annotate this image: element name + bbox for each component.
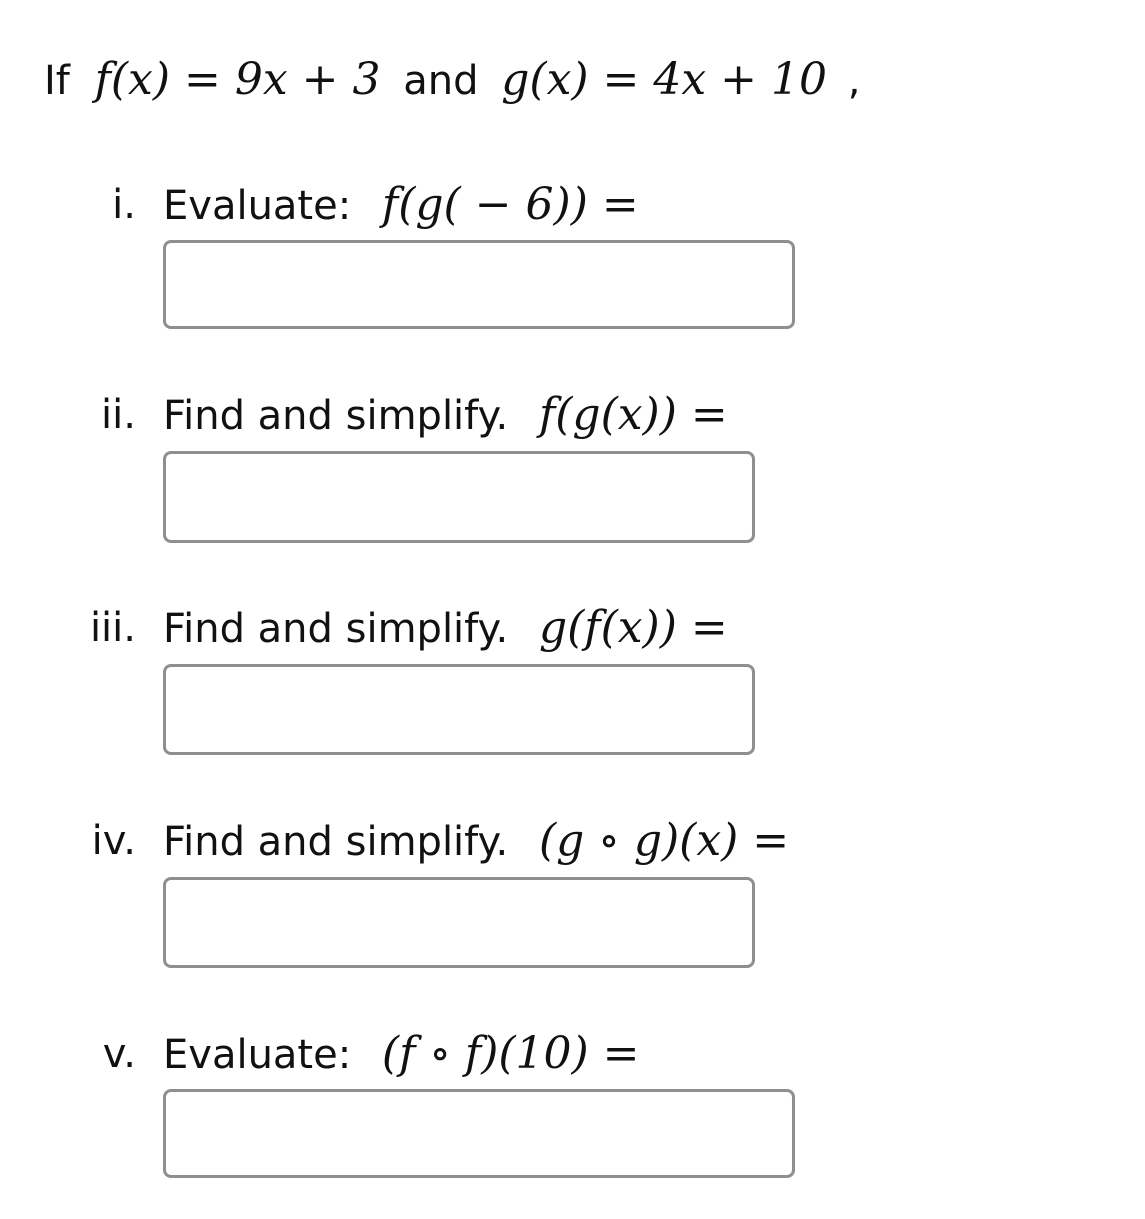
question-prompt: Find and simplify. <box>163 819 509 865</box>
intro-trailer: , <box>847 58 861 104</box>
question-text <box>163 1024 640 1085</box>
question-expression: g(f(x)) = <box>538 602 728 653</box>
question-prompt: Evaluate: <box>163 183 352 229</box>
question-expression: f(g( − 6)) = <box>381 179 639 230</box>
question-expression: (f ∘ f)(10) = <box>381 1028 640 1079</box>
question-number: iv. <box>91 818 136 864</box>
question-prompt: Evaluate: <box>163 1032 352 1078</box>
question-1 <box>0 175 1145 235</box>
answer-input-5[interactable] <box>163 1089 795 1178</box>
question-2 <box>0 385 1145 445</box>
question-4 <box>0 811 1145 871</box>
answer-input-3[interactable] <box>163 664 755 755</box>
question-text <box>163 811 789 872</box>
question-number: iii. <box>89 605 136 651</box>
question-text <box>163 175 639 236</box>
f-definition: f(x) = 9x + 3 <box>94 54 381 105</box>
intro-joiner: and <box>403 58 479 104</box>
question-5 <box>0 1024 1145 1084</box>
question-text <box>163 598 728 659</box>
question-expression: (g ∘ g)(x) = <box>538 815 790 866</box>
question-number: v. <box>102 1031 136 1077</box>
question-number: i. <box>112 182 136 228</box>
answer-input-2[interactable] <box>163 451 755 543</box>
question-expression: f(g(x)) = <box>538 389 728 440</box>
question-3 <box>0 598 1145 658</box>
g-definition: g(x) = 4x + 10 <box>501 54 828 105</box>
question-text <box>163 385 728 446</box>
question-number: ii. <box>101 392 136 438</box>
question-prompt: Find and simplify. <box>163 393 509 439</box>
intro-lead: If <box>44 58 70 104</box>
question-prompt: Find and simplify. <box>163 606 509 652</box>
answer-input-4[interactable] <box>163 877 755 968</box>
problem-statement <box>44 50 860 111</box>
answer-input-1[interactable] <box>163 240 795 329</box>
